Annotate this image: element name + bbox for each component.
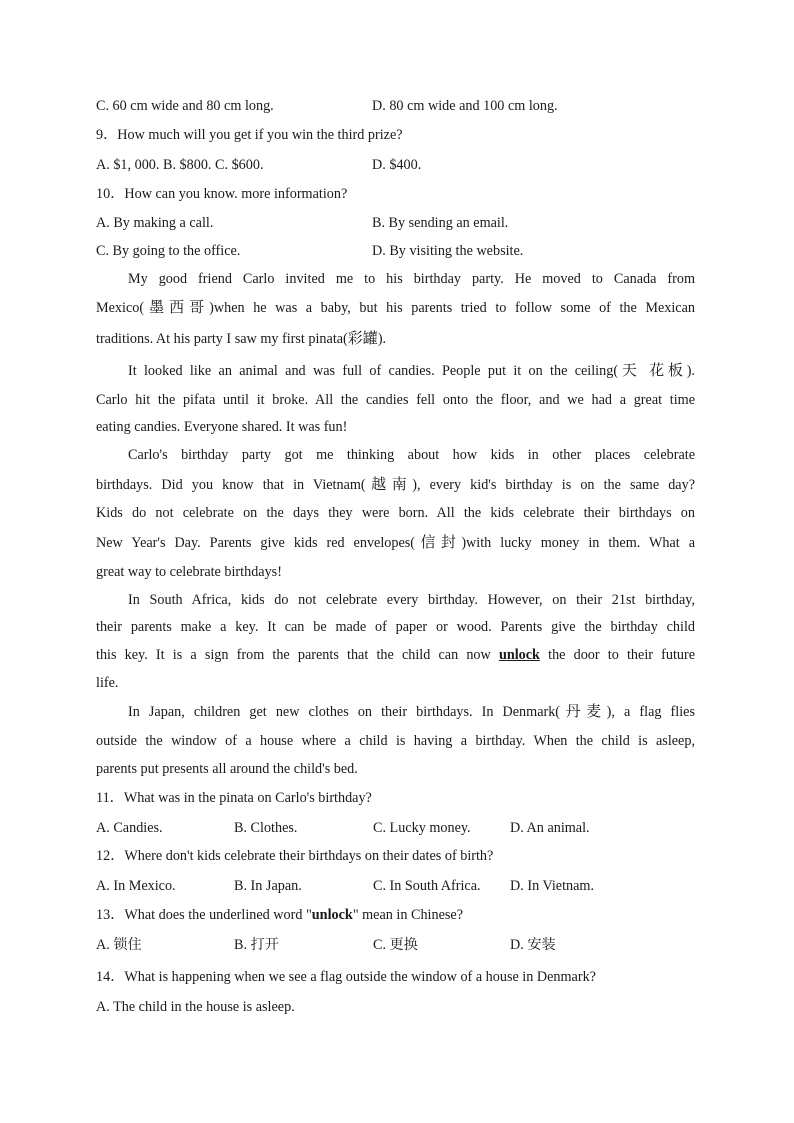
passage-p3-line-5: great way to celebrate birthdays! — [96, 564, 282, 580]
q12-stem: 12．Where don't kids celebrate their birthdays on their dates of birth? — [96, 848, 494, 864]
q14-stem: 14．What is happening when we see a flag outside the window of a house in Denmark? — [96, 969, 596, 985]
passage-p2-line-2: Carlo hit the pifata until it broke. All the candies fell onto the floor, and we had a great time — [96, 392, 695, 408]
q11-stem: 11．What was in the pinata on Carlo's birthday? — [96, 790, 372, 806]
q13-option-a: A. 锁住 — [96, 937, 142, 953]
q9-stem: 9．How much will you get if you win the third prize? — [96, 127, 403, 143]
q11-option-c: C. Lucky money. — [373, 820, 471, 836]
q11-option-b: B. Clothes. — [234, 820, 298, 836]
passage-p4-line-3: this key. It is a sign from the parents that the child can now unlock the door to their future — [96, 647, 696, 663]
q13-option-b: B. 打开 — [234, 937, 279, 953]
q14-option-a: A. The child in the house is asleep. — [96, 999, 295, 1015]
q11-option-d: D. An animal. — [510, 820, 590, 836]
q8-option-d: D. 80 cm wide and 100 cm long. — [372, 98, 558, 114]
q10-option-c: C. By going to the office. — [96, 243, 241, 259]
passage-p2-line-1: It looked like an animal and was full of candies. People put it on the ceiling(天 花板). — [128, 361, 695, 379]
passage-p4-line-4: life. — [96, 675, 119, 691]
passage-p4-line-1: In South Africa, kids do not celebrate every birthday. However, on their 21st birthday, — [128, 592, 695, 608]
q12-option-d: D. In Vietnam. — [510, 878, 594, 894]
passage-p5-line-2: outside the window of a house where a child is having a birthday. When the child is asleep, — [96, 733, 695, 749]
q10-option-d: D. By visiting the website. — [372, 243, 524, 259]
underlined-word-unlock: unlock — [498, 647, 540, 663]
passage-p3-line-3: Kids do not celebrate on the days they were born. All the kids celebrate their birthdays on — [96, 505, 695, 521]
q8-option-c: C. 60 cm wide and 80 cm long. — [96, 98, 274, 114]
passage-p2-line-3: eating candies. Everyone shared. It was fun! — [96, 419, 348, 435]
q9-options-abc: A. $1, 000. B. $800. C. $600. — [96, 157, 264, 173]
q13-stem: 13．What does the underlined word "unlock" mean in Chinese? — [96, 907, 464, 923]
passage-p5-line-1: In Japan, children get new clothes on their birthdays. In Denmark(丹麦), a flag flies — [128, 702, 695, 720]
passage-p5-line-3: parents put presents all around the child's bed. — [96, 761, 358, 777]
passage-p1-line-1: My good friend Carlo invited me to his birthday party. He moved to Canada from — [128, 271, 695, 287]
q12-option-a: A. In Mexico. — [96, 878, 176, 894]
passage-p1-line-2: Mexico(墨西哥)when he was a baby, but his parents tried to follow some of the Mexican — [96, 298, 695, 316]
q10-option-a: A. By making a call. — [96, 215, 214, 231]
q12-option-b: B. In Japan. — [234, 878, 302, 894]
passage-p3-line-2: birthdays. Did you know that in Vietnam(越南), every kid's birthday is on the same day? — [96, 475, 695, 493]
q10-option-b: B. By sending an email. — [372, 215, 509, 231]
q11-option-a: A. Candies. — [96, 820, 163, 836]
q13-option-d: D. 安装 — [510, 937, 556, 953]
passage-p3-line-1: Carlo's birthday party got me thinking about how kids in other places celebrate — [128, 447, 695, 463]
q13-option-c: C. 更换 — [373, 937, 418, 953]
passage-p3-line-4: New Year's Day. Parents give kids red envelopes(信封)with lucky money in them. What a — [96, 533, 696, 551]
q10-stem: 10．How can you know. more information? — [96, 186, 348, 202]
passage-p4-line-2: their parents make a key. It can be made of paper or wood. Parents give the birthday child — [96, 619, 695, 635]
q9-option-d: D. $400. — [372, 157, 422, 173]
q12-option-c: C. In South Africa. — [373, 878, 481, 894]
passage-p1-line-3: traditions. At his party I saw my first pinata(彩罐). — [96, 329, 387, 347]
